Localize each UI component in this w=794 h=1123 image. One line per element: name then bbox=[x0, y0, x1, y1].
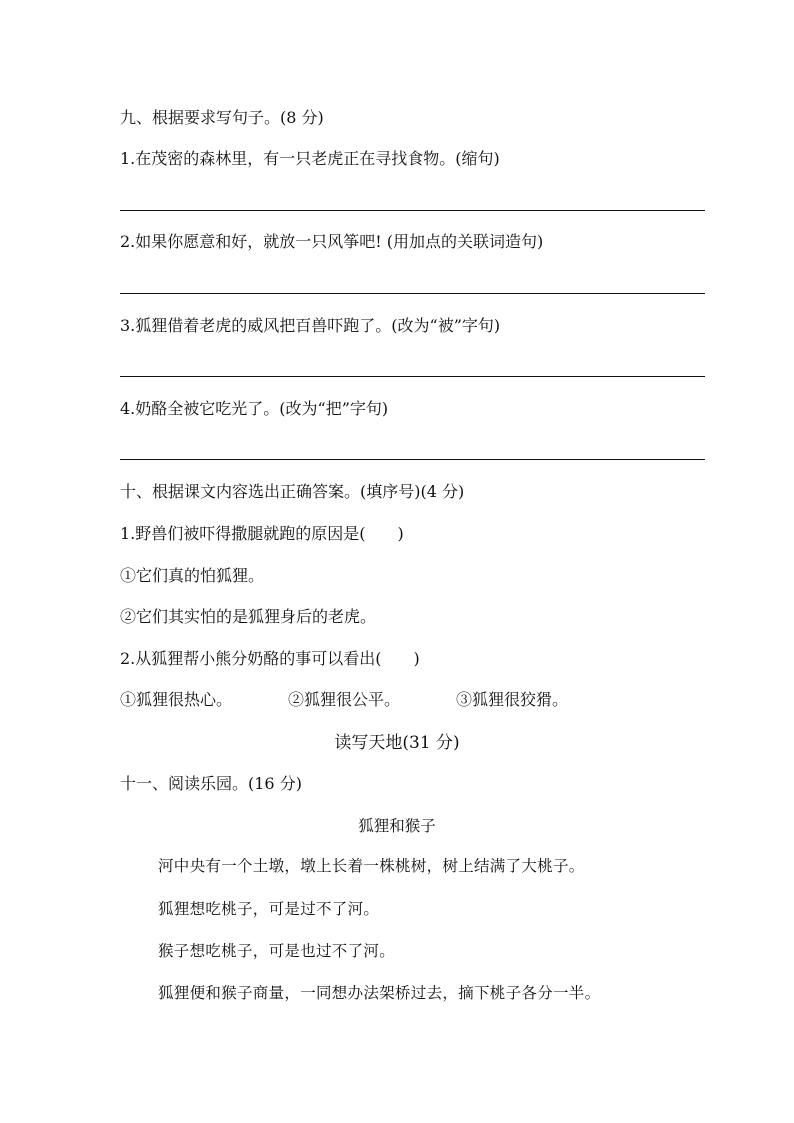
story-paragraph: 河中央有一个土墩，墩上长着一株桃树，树上结满了大桃子。 bbox=[158, 857, 585, 875]
option-10-1-a: ①它们真的怕狐狸。 bbox=[120, 566, 265, 585]
option-10-2-a: ①狐狸很热心。 bbox=[120, 690, 233, 709]
option-10-2-b: ②狐狸很公平。 bbox=[288, 690, 401, 709]
story-paragraph: 狐狸便和猴子商量，一同想办法架桥过去，摘下桃子各分一半。 bbox=[158, 984, 601, 1002]
story-title: 狐狸和猴子 bbox=[358, 817, 436, 835]
story-paragraph: 猴子想吃桃子，可是也过不了河。 bbox=[158, 942, 396, 960]
question-9-2: 2.如果你愿意和好，就放一只风筝吧! (用加点的关联词造句) bbox=[120, 232, 544, 251]
question-9-1: 1.在茂密的森林里，有一只老虎正在寻找食物。(缩句) bbox=[120, 149, 500, 168]
story-paragraph: 狐狸想吃桃子，可是过不了河。 bbox=[158, 900, 380, 918]
question-9-3: 3.狐狸借着老虎的威风把百兽吓跑了。(改为“被”字句) bbox=[120, 316, 501, 335]
answer-line-9-3[interactable] bbox=[120, 376, 705, 377]
question-10-2: 2.从狐狸帮小熊分奶酪的事可以看出( ) bbox=[120, 649, 420, 668]
answer-line-9-4[interactable] bbox=[120, 459, 705, 460]
option-10-2-c: ③狐狸很狡猾。 bbox=[456, 690, 569, 709]
answer-line-9-2[interactable] bbox=[120, 293, 705, 294]
part-title: 读写天地(31 分) bbox=[334, 733, 460, 753]
option-10-1-b: ②它们其实怕的是狐狸身后的老虎。 bbox=[120, 607, 377, 626]
question-9-4: 4.奶酪全被它吃光了。(改为“把”字句) bbox=[120, 399, 389, 418]
section-11-heading: 十一、阅读乐园。(16 分) bbox=[120, 774, 302, 793]
question-10-1: 1.野兽们被吓得撒腿就跑的原因是( ) bbox=[120, 524, 404, 543]
answer-line-9-1[interactable] bbox=[120, 210, 705, 211]
section-9-heading: 九、根据要求写句子。(8 分) bbox=[120, 108, 324, 127]
section-10-heading: 十、根据课文内容选出正确答案。(填序号)(4 分) bbox=[120, 482, 465, 501]
